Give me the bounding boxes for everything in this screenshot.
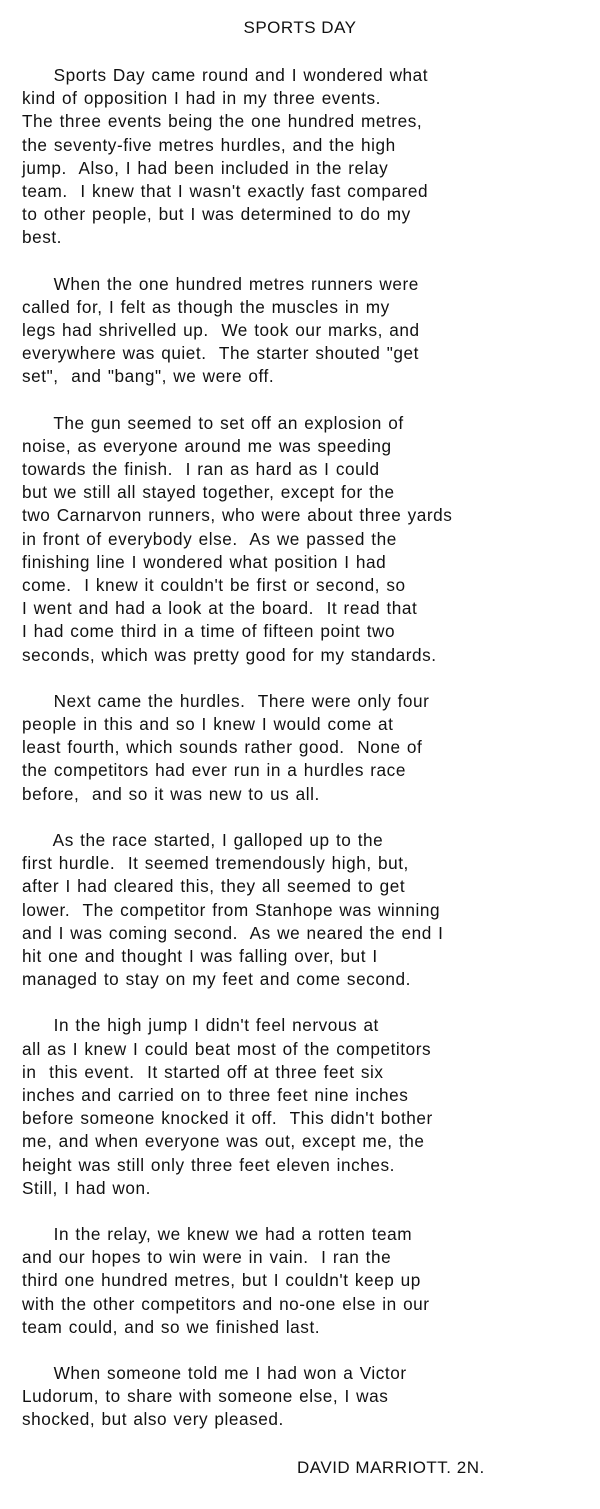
text-line: before someone knocked it off. This didn't bother [22,1108,433,1129]
text-line: the competitors had ever run in a hurdles race [22,760,406,781]
text-line: team. I knew that I wasn't exactly fast compared [22,181,429,202]
text-line: everywhere was quiet. The starter shouted "get [22,343,419,364]
paragraph [22,64,594,250]
text-line: In the relay, we knew we had a rotten team [22,1223,413,1244]
text-line: hit one and thought I was falling over, but I [22,945,378,966]
text-line: height was still only three feet eleven inches. [22,1154,395,1175]
paragraph [22,273,594,389]
document-title: SPORTS DAY [243,18,357,37]
text-line: Sports Day came round and I wondered what [22,65,429,85]
text-line: before, and so it was new to us all. [22,783,320,804]
text-line: me, and when everyone was out, except me, the [22,1131,425,1152]
text-line: in front of everybody else. As we passed the [22,528,397,549]
text-line: When someone told me I had won a Victor [22,1362,407,1383]
text-line: shocked, but also very pleased. [22,1409,284,1430]
paragraph [22,1014,594,1200]
text-line: managed to stay on my feet and come second. [22,969,411,990]
paragraph [22,1223,594,1339]
text-line: and I was coming second. As we neared the end I [22,922,444,943]
text-line: In the high jump I didn't feel nervous at [22,1015,379,1036]
paragraph [22,829,594,991]
text-line: Ludorum, to share with someone else, I was [22,1386,389,1407]
text-line: legs had shrivelled up. We took our marks, and [22,320,420,341]
text-line: but we still all stayed together, except for the [22,482,395,503]
text-line: seconds, which was pretty good for my standards. [22,644,437,665]
text-line: kind of opposition I had in my three events. [22,88,381,109]
text-line: finishing line I wondered what position I had [22,551,387,572]
text-line: jump. Also, I had been included in the relay [22,157,389,178]
text-line: in this event. It started off at three feet six [22,1061,384,1082]
text-line: best. [22,227,63,248]
text-line: I had come third in a time of fifteen point two [22,621,396,642]
paragraph [22,690,594,806]
text-line: As the race started, I galloped up to the [22,829,384,850]
text-line: Still, I had won. [22,1177,151,1198]
text-line: set", and "bang", we were off. [22,366,275,387]
text-line: I went and had a look at the board. It read that [22,598,418,619]
text-line: least fourth, which sounds rather good. None of [22,737,423,758]
text-line: inches and carried on to three feet nine inches [22,1084,409,1105]
text-line: to other people, but I was determined to do my [22,204,411,225]
text-line: first hurdle. It seemed tremendously high, but, [22,853,409,874]
text-line: two Carnarvon runners, who were about three yards [22,505,453,526]
text-line: third one hundred metres, but I couldn't keep up [22,1270,421,1291]
text-line: come. I knew it couldn't be first or second, so [22,575,406,596]
text-line: and our hopes to win were in vain. I ran the [22,1247,392,1268]
text-line: all as I knew I could beat most of the competitors [22,1038,432,1059]
text-line: people in this and so I knew I would come at [22,714,394,735]
paragraph [22,412,594,667]
text-line: Next came the hurdles. There were only four [22,690,430,711]
text-line: The three events being the one hundred metres, [22,111,423,132]
author-signature: DAVID MARRIOTT. 2N. [297,1458,485,1477]
text-line: team could, and so we finished last. [22,1316,321,1337]
text-line: noise, as everyone around me was speeding [22,435,392,456]
text-line: the seventy-five metres hurdles, and the high [22,134,396,155]
text-line: lower. The competitor from Stanhope was winning [22,899,441,920]
document-body [22,64,594,1455]
text-line: When the one hundred metres runners were [22,273,419,294]
text-line: towards the finish. I ran as hard as I could [22,459,380,480]
text-line: after I had cleared this, they all seemed to get [22,876,406,897]
text-line: with the other competitors and no-one else in our [22,1293,430,1314]
text-line: called for, I felt as though the muscles in my [22,296,390,317]
paragraph [22,1362,594,1432]
text-line: The gun seemed to set off an explosion of [22,412,404,433]
